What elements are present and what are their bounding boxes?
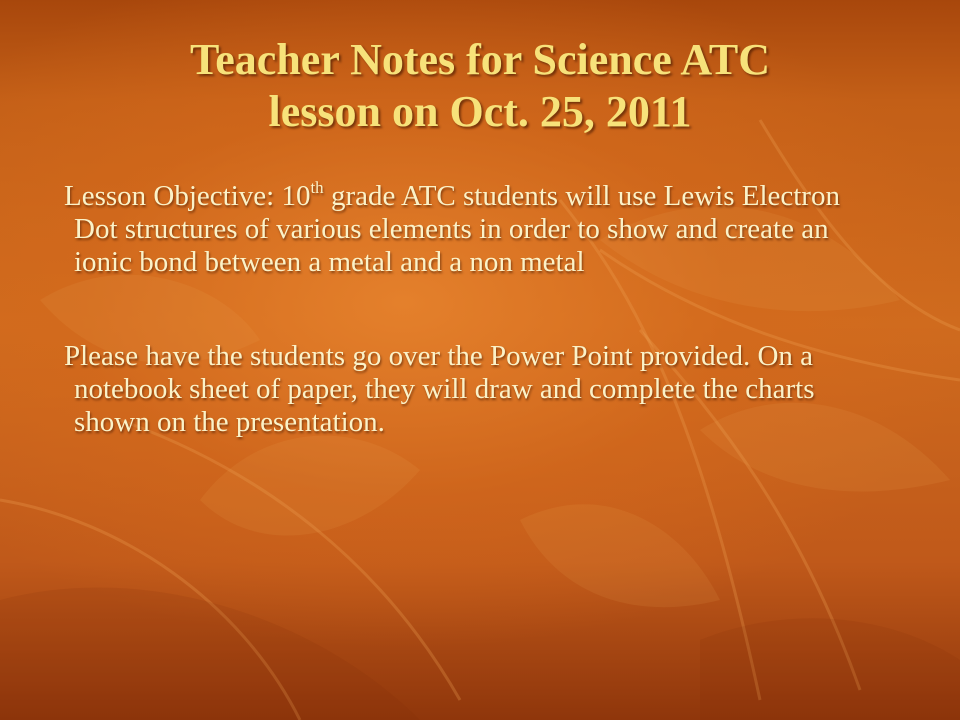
- objective-superscript: th: [310, 178, 324, 197]
- objective-text: grade ATC students will use Lewis Electron Dot structures of various elements in order to show and create an ionic bond between a metal and a non metal: [74, 180, 840, 278]
- title-line-1: Teacher Notes for Science ATC: [189, 35, 771, 84]
- slide-title: [60, 34, 900, 138]
- instructions-paragraph: Please have the students go over the Power Point provided. On a notebook sheet of paper, they will draw and complete the charts shown on the presentation.: [64, 340, 815, 438]
- slide-body: [64, 178, 874, 439]
- objective-prefix: Lesson Objective: 10: [64, 180, 311, 212]
- title-line-2: lesson on Oct. 25, 2011: [268, 87, 692, 136]
- lesson-objective-paragraph: [64, 178, 874, 279]
